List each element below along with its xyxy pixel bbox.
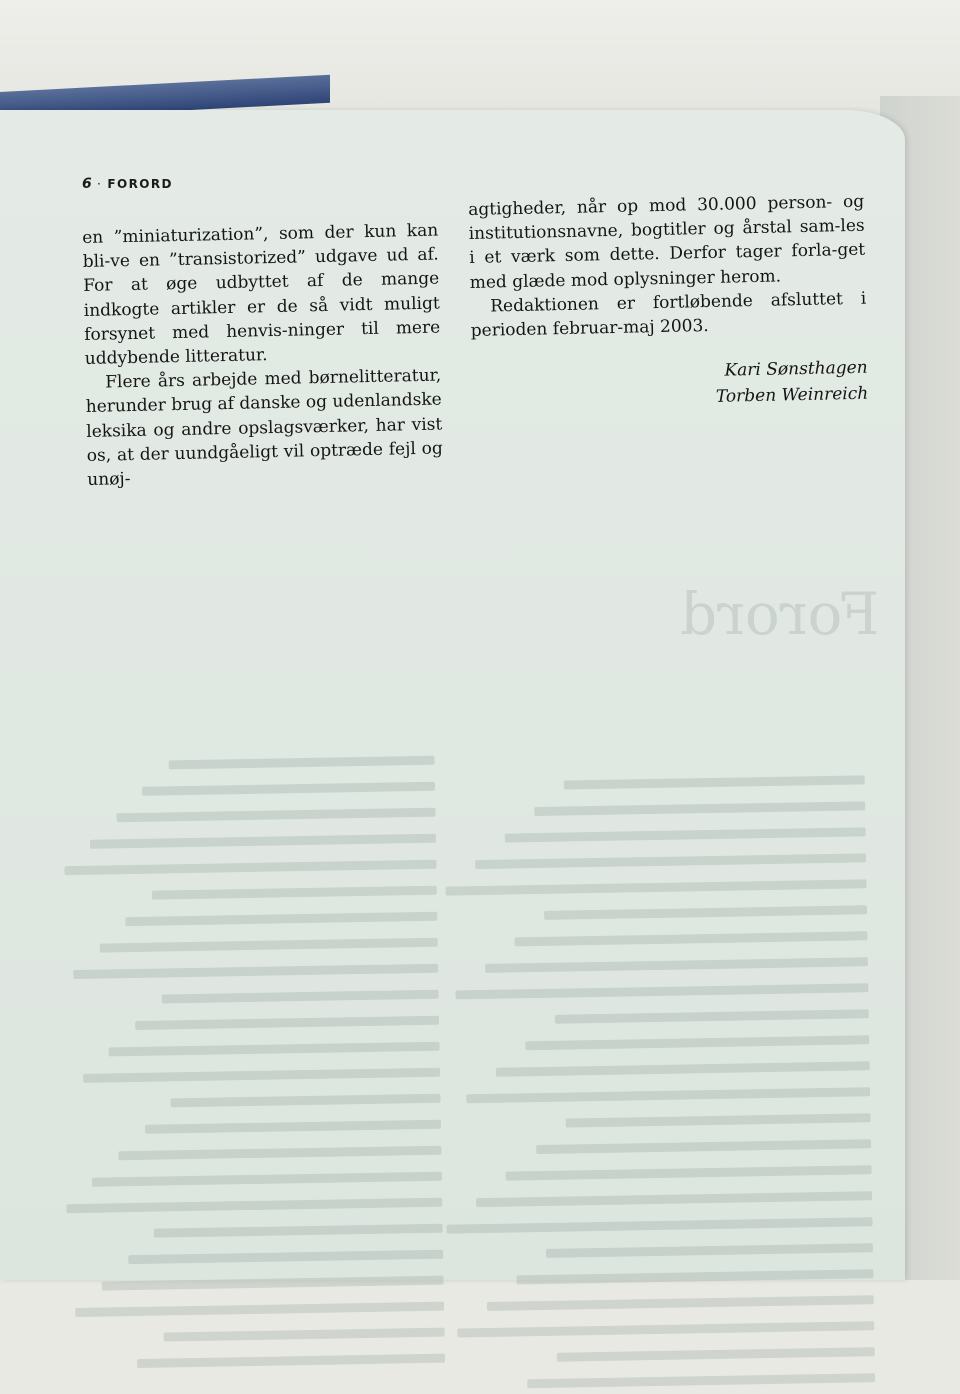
right-column — [468, 190, 868, 415]
bleed-through-text-left — [54, 747, 445, 1394]
page-number: 6 — [82, 176, 92, 192]
bleed-through-text-right — [435, 766, 876, 1393]
signature-block — [471, 355, 868, 415]
left-paragraph-1: en ”miniaturization”, som der kun kan bli-ve en ”transistorized” udgave ud af. For at øge udbyttet af de mange indkogte artikler er de så vidt muligt forsynet med henvis-ninger til mere uddybende litteratur. — [82, 220, 441, 369]
left-column — [82, 219, 443, 493]
right-paragraph-1: agtigheder, når op mod 30.000 person- og institutionsnavne, bogtitler og årstal sam-les i et værk som dette. Derfor tager forla-get med glæde mod oplysninger herom. — [468, 191, 866, 293]
signature-name-2: Torben Weinreich — [715, 383, 869, 408]
page-header — [82, 176, 173, 192]
bleed-through-title: Forord — [680, 580, 880, 648]
section-title: FORORD — [107, 177, 173, 191]
left-paragraph-2: Flere års arbejde med børnelitteratur, herunder brug af danske og udenlandske leksika og andre opslagsværker, har vist os, at der uundgåeligt vil optræde fejl og unøj- — [85, 365, 443, 490]
bleed-through-line — [65, 1345, 445, 1378]
signature-name-1: Kari Sønsthagen — [724, 357, 868, 381]
right-paragraph-2: Redaktionen er fortløbende afsluttet i perioden februar-maj 2003. — [470, 288, 867, 341]
header-separator: · — [96, 177, 103, 191]
